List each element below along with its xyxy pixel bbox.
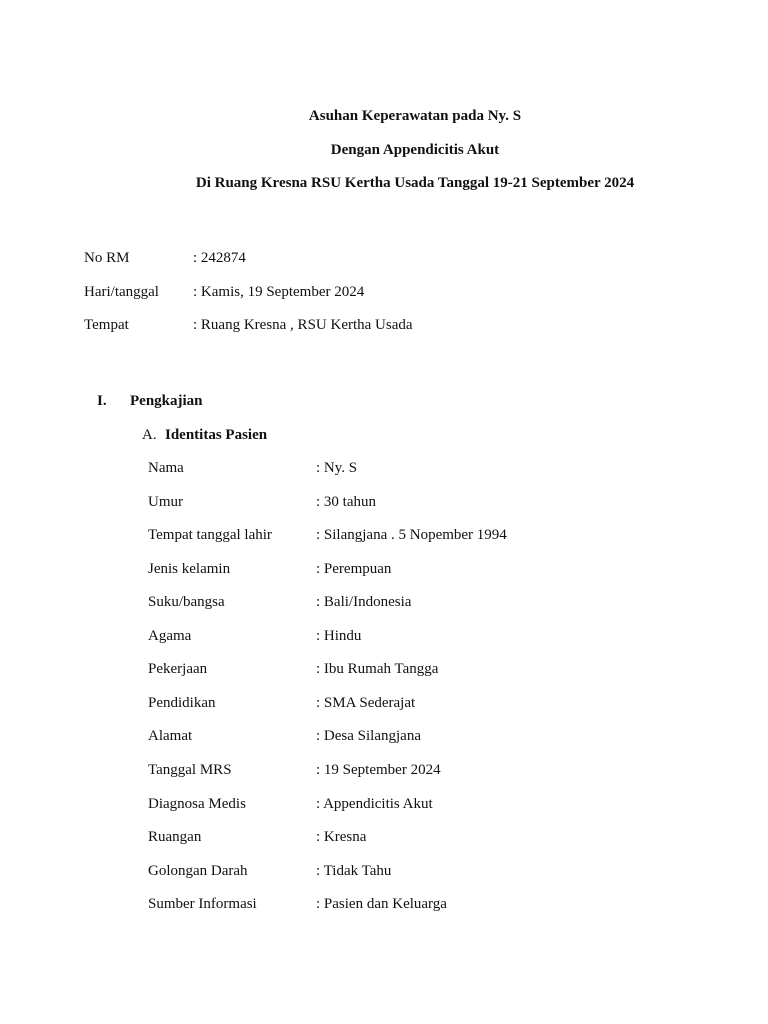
identity-label: Umur (148, 494, 183, 510)
identity-value: : SMA Sederajat (316, 695, 416, 711)
section-title: Pengkajian (130, 393, 203, 409)
identity-value: : Silangjana . 5 Nopember 1994 (316, 527, 507, 543)
identity-label: Agama (148, 628, 192, 644)
section-number: I. (97, 393, 107, 409)
identity-value: : 19 September 2024 (316, 762, 441, 778)
meta-label: No RM (84, 250, 130, 266)
identity-label: Pekerjaan (148, 661, 208, 677)
identity-value: : Hindu (316, 628, 362, 644)
identity-value: : Ny. S (316, 460, 358, 476)
subsection-title: Identitas Pasien (165, 427, 268, 443)
identity-label: Ruangan (148, 829, 202, 845)
identity-value: : Tidak Tahu (316, 863, 392, 879)
identity-value: : Appendicitis Akut (316, 796, 433, 812)
identity-value: : Perempuan (316, 561, 392, 577)
identity-label: Tanggal MRS (148, 762, 232, 778)
identity-label: Golongan Darah (148, 863, 248, 879)
identity-label: Sumber Informasi (148, 896, 257, 912)
document-subtitle: Dengan Appendicitis Akut (330, 142, 500, 158)
identity-label: Suku/bangsa (148, 594, 225, 610)
identity-value: : Kresna (316, 829, 367, 845)
identity-label: Pendidikan (148, 695, 216, 711)
subsection-letter: A. (142, 427, 157, 443)
meta-value: : Ruang Kresna , RSU Kertha Usada (193, 317, 413, 333)
identity-value: : Desa Silangjana (316, 728, 421, 744)
identity-value: : 30 tahun (316, 494, 376, 510)
identity-label: Alamat (148, 728, 193, 744)
meta-value: : 242874 (193, 250, 246, 266)
meta-label: Hari/tanggal (84, 284, 159, 300)
identity-value: : Pasien dan Keluarga (316, 896, 447, 912)
meta-label: Tempat (84, 317, 129, 333)
identity-value: : Ibu Rumah Tangga (316, 661, 439, 677)
identity-label: Tempat tanggal lahir (148, 527, 272, 543)
meta-value: : Kamis, 19 September 2024 (193, 284, 365, 300)
document-title: Asuhan Keperawatan pada Ny. S (308, 108, 522, 124)
document-location-date: Di Ruang Kresna RSU Kertha Usada Tanggal 19-21 September 2024 (195, 175, 635, 191)
identity-label: Nama (148, 460, 184, 476)
identity-value: : Bali/Indonesia (316, 594, 412, 610)
identity-label: Diagnosa Medis (148, 796, 246, 812)
identity-label: Jenis kelamin (148, 561, 231, 577)
